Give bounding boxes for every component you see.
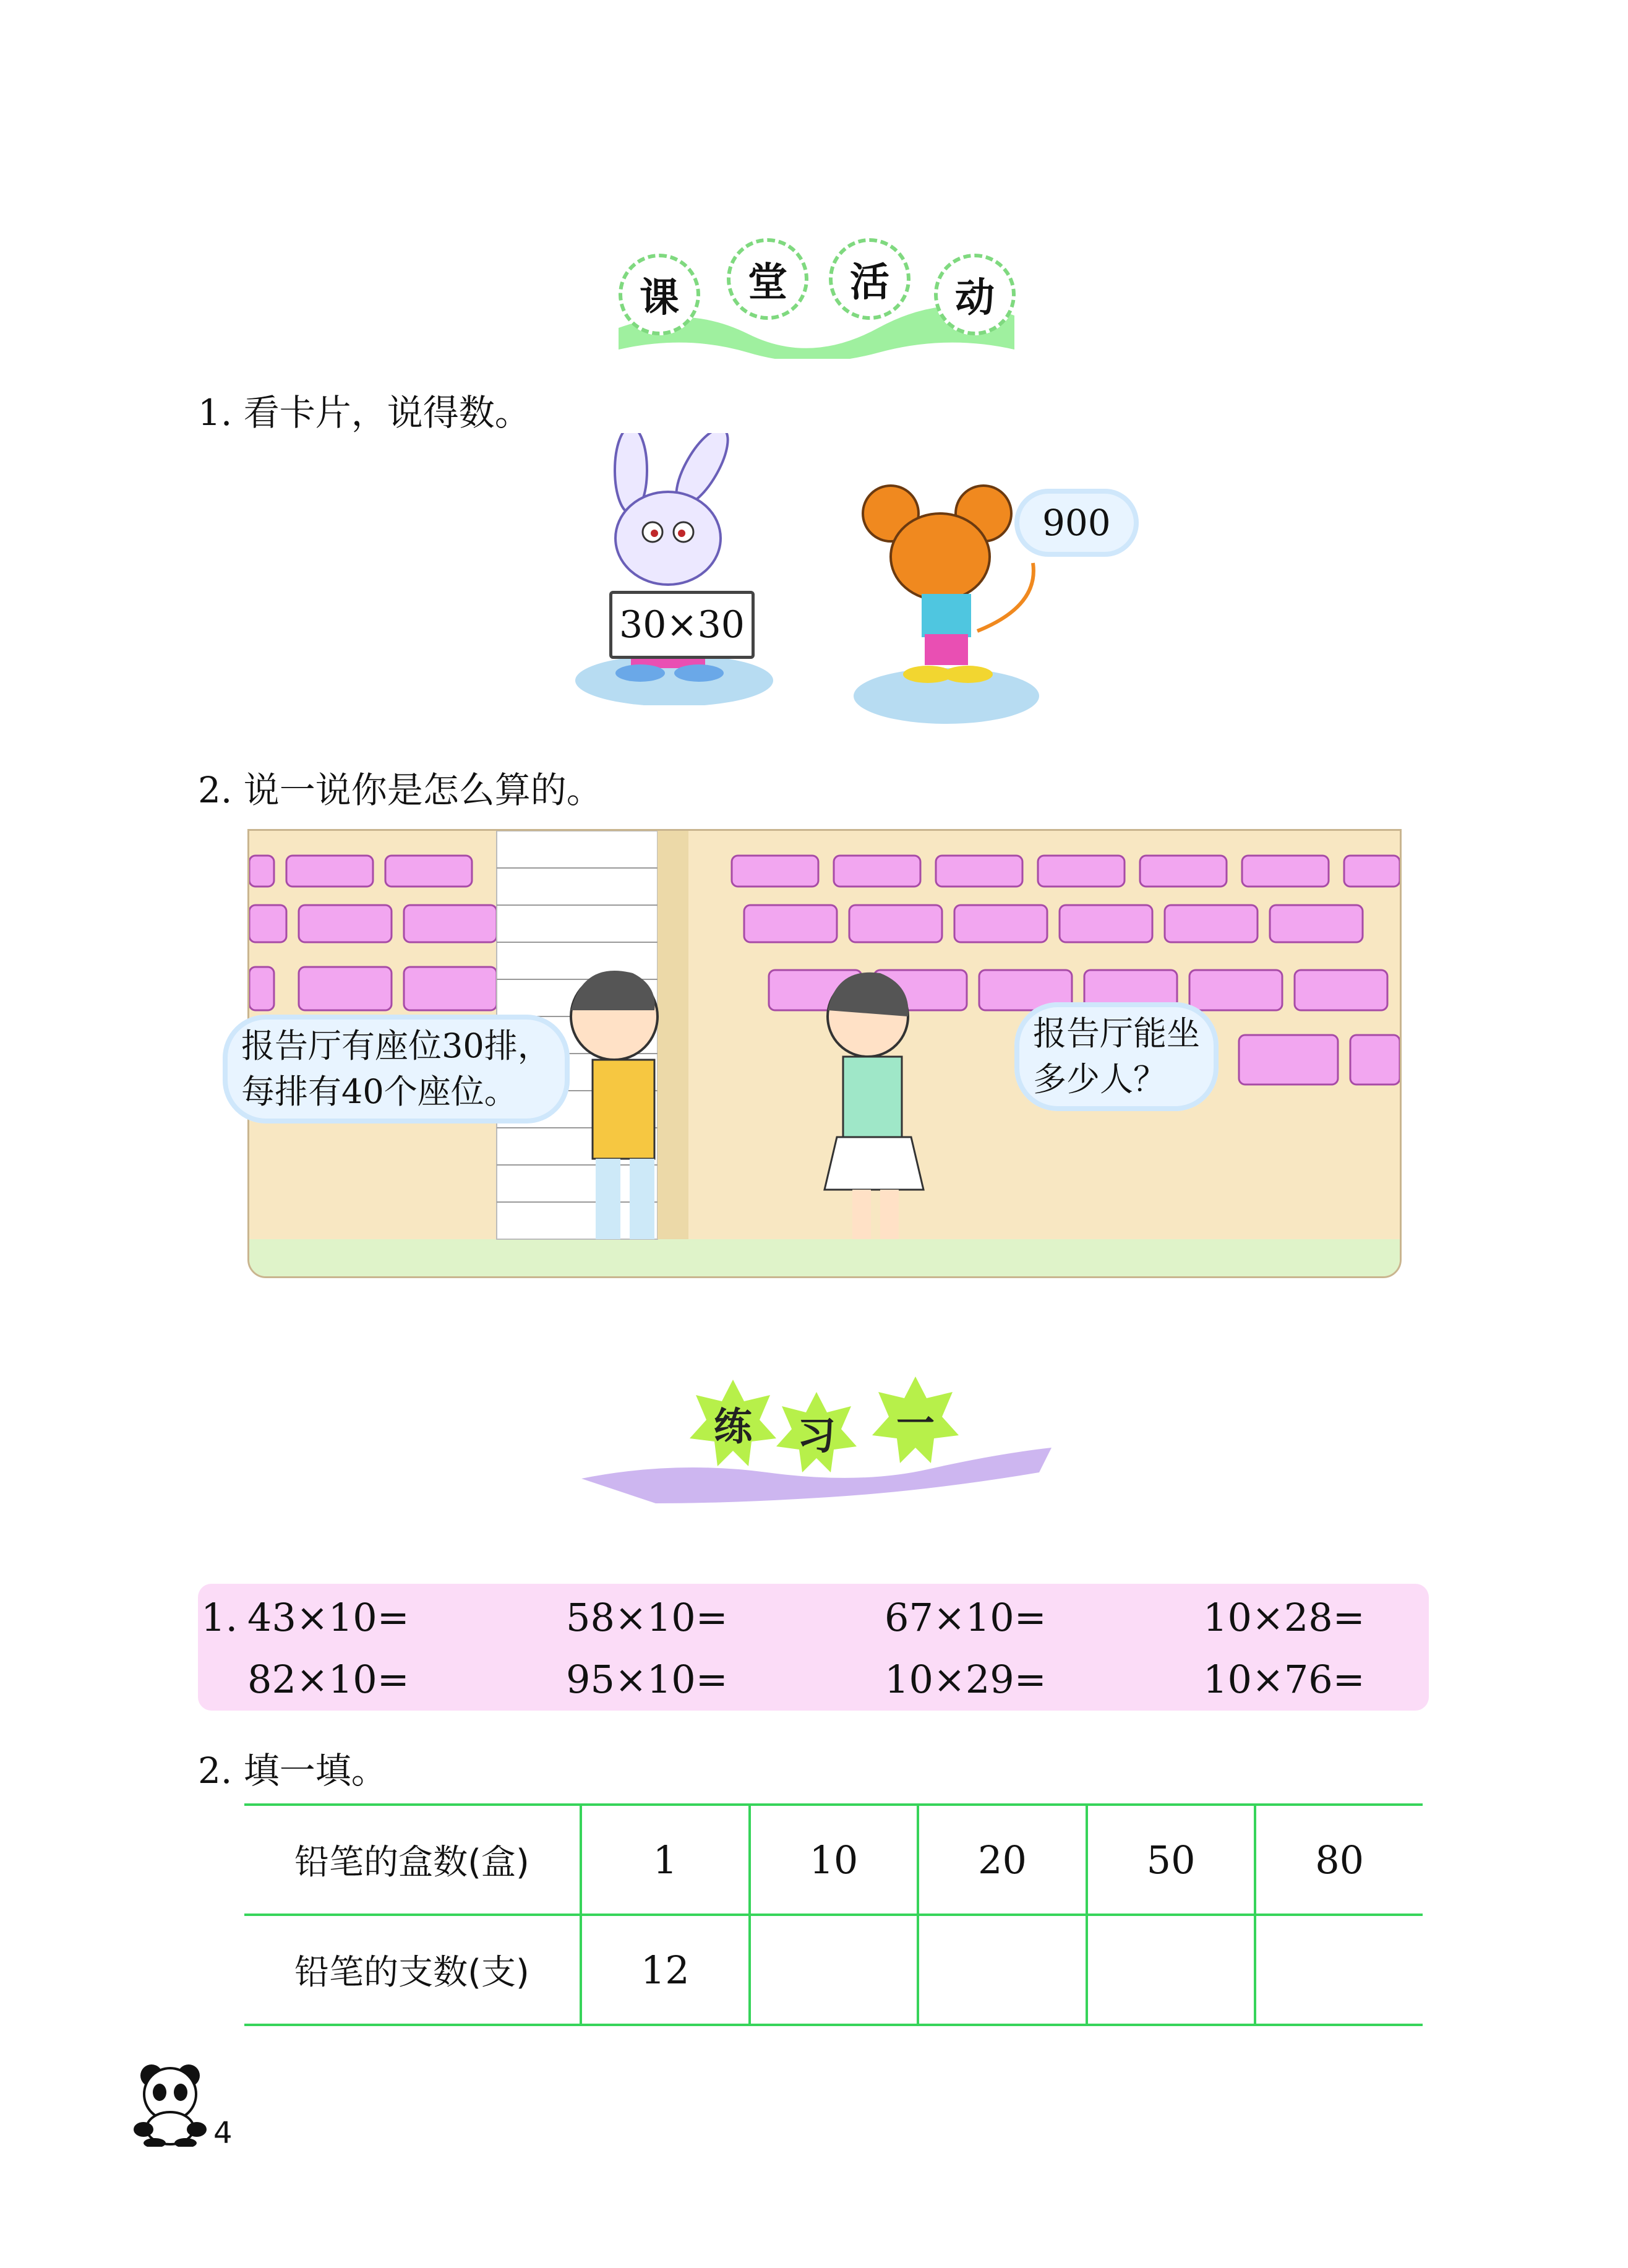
table-row	[244, 1915, 1423, 2025]
equation-r2-c4: 10×76=	[1203, 1657, 1365, 1702]
banner-char-3: 活	[829, 238, 910, 320]
star-char-2: 习	[797, 1412, 836, 1458]
activity-question-2: 2. 说一说你是怎么算的。	[198, 769, 602, 811]
row2-cell: 12	[581, 1915, 750, 2025]
girl-speech-line-2: 多少人？	[1033, 1060, 1167, 1099]
exercise-question-2: 2. 填一填。	[198, 1750, 387, 1792]
row1-cell: 1	[581, 1805, 750, 1915]
row2-cell-blank[interactable]	[750, 1915, 919, 2025]
equation-r1-c2: 58×10=	[566, 1595, 728, 1640]
boy-speech-bubble	[223, 1015, 570, 1123]
row2-cell-blank[interactable]	[1087, 1915, 1256, 2025]
equation-r2-c1: 82×10=	[247, 1657, 409, 1702]
activity-question-1: 1. 看卡片，说得数。	[198, 392, 531, 434]
page-number: 4	[213, 2116, 233, 2150]
pencil-table	[244, 1803, 1423, 2026]
boy-speech-line-2: 每排有40个座位。	[241, 1072, 518, 1111]
girl-speech-bubble	[1014, 1002, 1219, 1111]
star-char-1: 练	[713, 1403, 752, 1449]
panda-icon	[130, 2060, 210, 2147]
row2-cell-blank[interactable]	[1255, 1915, 1423, 2025]
row1-cell: 10	[750, 1805, 919, 1915]
banner-char-4: 动	[934, 254, 1016, 335]
row2-cell-blank[interactable]	[918, 1915, 1087, 2025]
rabbit-icon	[557, 433, 792, 705]
equation-r2-c2: 95×10=	[566, 1657, 728, 1702]
row2-label: 铅笔的支数(支)	[244, 1915, 581, 2025]
star-char-3: 一	[896, 1400, 935, 1446]
table-row	[244, 1805, 1423, 1915]
boy-speech-line-1: 报告厅有座位30排，	[241, 1026, 551, 1065]
equation-r1-c3: 67×10=	[885, 1595, 1047, 1640]
equation-r1-c4: 10×28=	[1203, 1595, 1365, 1640]
row1-cell: 20	[918, 1805, 1087, 1915]
row1-cell: 80	[1255, 1805, 1423, 1915]
equation-r2-c3: 10×29=	[885, 1657, 1047, 1702]
exercise-1-number: 1.	[201, 1595, 238, 1640]
row1-label: 铅笔的盒数(盒)	[244, 1805, 581, 1915]
row1-cell: 50	[1087, 1805, 1256, 1915]
mouse-speech-bubble: 900	[1014, 489, 1139, 557]
equation-r1-c1: 43×10=	[247, 1595, 409, 1640]
banner-char-2: 堂	[727, 238, 808, 320]
math-card: 30×30	[609, 591, 755, 659]
girl-speech-line-1: 报告厅能坐	[1033, 1014, 1200, 1053]
banner-char-1: 课	[619, 254, 700, 335]
